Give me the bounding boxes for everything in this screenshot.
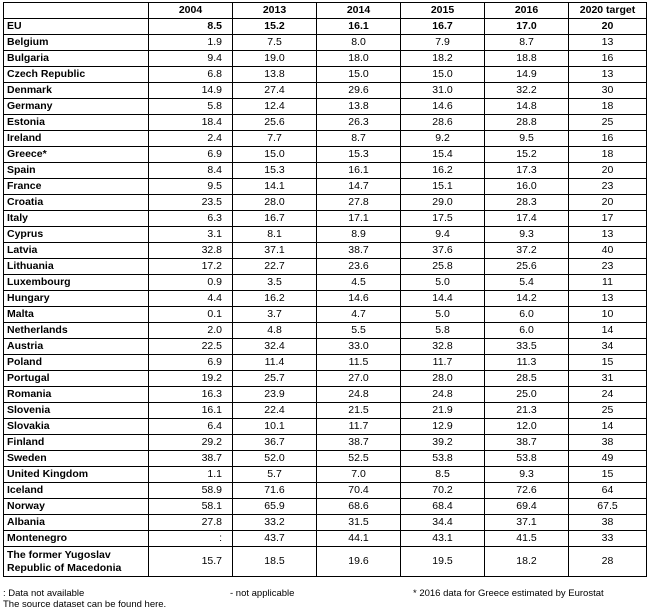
value-cell: 21.9 [401,403,485,419]
table-row [4,179,647,195]
value-cell: 15.3 [317,147,401,163]
table-row [4,291,647,307]
country-cell: Croatia [4,195,149,211]
value-cell: 13 [569,67,647,83]
value-cell: 5.4 [485,275,569,291]
value-cell: 23.9 [233,387,317,403]
value-cell: 9.5 [149,179,233,195]
value-cell: 8.7 [485,35,569,51]
value-cell: 14.9 [485,67,569,83]
table-row [4,403,647,419]
value-cell: 17.5 [401,211,485,227]
table-row [4,243,647,259]
value-cell: 18.2 [401,51,485,67]
value-cell: 16.2 [233,291,317,307]
value-cell: 5.7 [233,467,317,483]
value-cell: 5.0 [401,275,485,291]
country-cell: The former Yugoslav Republic of Macedonia [4,547,149,577]
value-cell: 37.1 [233,243,317,259]
value-cell: 20 [569,195,647,211]
value-cell: 32.8 [149,243,233,259]
value-cell: 65.9 [233,499,317,515]
value-cell: 14 [569,323,647,339]
value-cell: 53.8 [485,451,569,467]
country-cell: Netherlands [4,323,149,339]
table-row [4,531,647,547]
value-cell: 33.5 [485,339,569,355]
value-cell: 24.8 [317,387,401,403]
value-cell: 5.0 [401,307,485,323]
value-cell: 15.1 [401,179,485,195]
value-cell: 10.1 [233,419,317,435]
value-cell: 25.0 [485,387,569,403]
value-cell: 33.0 [317,339,401,355]
value-cell: 7.9 [401,35,485,51]
country-cell: Luxembourg [4,275,149,291]
table-row [4,51,647,67]
value-cell: 19.6 [317,547,401,577]
value-cell: 4.7 [317,307,401,323]
value-cell: 18 [569,147,647,163]
table-row [4,163,647,179]
value-cell: 3.5 [233,275,317,291]
value-cell: 38.7 [149,451,233,467]
value-cell: 3.1 [149,227,233,243]
value-cell: 16.1 [317,19,401,35]
value-cell: 53.8 [401,451,485,467]
value-cell: 16 [569,131,647,147]
country-cell: Iceland [4,483,149,499]
value-cell: 7.7 [233,131,317,147]
value-cell: 39.2 [401,435,485,451]
table-row [4,83,647,99]
value-cell: 15.3 [233,163,317,179]
table-row [4,483,647,499]
value-cell: 16.1 [149,403,233,419]
footnote-not-applicable: - not applicable [230,588,295,599]
value-cell: 22.7 [233,259,317,275]
table-row [4,435,647,451]
value-cell: 13 [569,35,647,51]
value-cell: 23 [569,179,647,195]
value-cell: 37.2 [485,243,569,259]
value-cell: 70.4 [317,483,401,499]
country-cell: Spain [4,163,149,179]
value-cell: 19.0 [233,51,317,67]
renewable-energy-table [3,2,647,577]
value-cell: 68.6 [317,499,401,515]
value-cell: 5.8 [401,323,485,339]
value-cell: 26.3 [317,115,401,131]
table-row [4,499,647,515]
value-cell: 15.2 [485,147,569,163]
header-5: 2016 [485,3,569,19]
value-cell: 14.6 [317,291,401,307]
country-cell: Greece* [4,147,149,163]
value-cell: 16.7 [401,19,485,35]
value-cell: 21.5 [317,403,401,419]
value-cell: 13.8 [233,67,317,83]
value-cell: 1.9 [149,35,233,51]
table-row [4,307,647,323]
country-cell: Latvia [4,243,149,259]
value-cell: 9.2 [401,131,485,147]
header-row [4,3,647,19]
value-cell: 8.1 [233,227,317,243]
value-cell: 21.3 [485,403,569,419]
value-cell: 27.4 [233,83,317,99]
value-cell: 9.3 [485,467,569,483]
value-cell: 9.3 [485,227,569,243]
value-cell: 8.7 [317,131,401,147]
value-cell: 16 [569,51,647,67]
table-row [4,323,647,339]
value-cell: 4.4 [149,291,233,307]
value-cell: 10 [569,307,647,323]
value-cell: 28.5 [485,371,569,387]
value-cell: 58.9 [149,483,233,499]
value-cell: 9.5 [485,131,569,147]
value-cell: 52.5 [317,451,401,467]
value-cell: 31 [569,371,647,387]
value-cell: 37.1 [485,515,569,531]
country-cell: Estonia [4,115,149,131]
value-cell: 13 [569,291,647,307]
value-cell: 68.4 [401,499,485,515]
value-cell: 16.1 [317,163,401,179]
value-cell: 33 [569,531,647,547]
country-cell: Slovakia [4,419,149,435]
value-cell: 14.7 [317,179,401,195]
country-cell: Cyprus [4,227,149,243]
value-cell: 12.0 [485,419,569,435]
value-cell: 30 [569,83,647,99]
country-cell: Lithuania [4,259,149,275]
value-cell: 49 [569,451,647,467]
country-cell: Finland [4,435,149,451]
value-cell: 25.6 [485,259,569,275]
footnote-not-available: : Data not available [3,588,85,599]
value-cell: 36.7 [233,435,317,451]
value-cell: 13 [569,227,647,243]
value-cell: 25.7 [233,371,317,387]
value-cell: 17.3 [485,163,569,179]
table-row [4,547,647,577]
value-cell: 20 [569,163,647,179]
value-cell: 58.1 [149,499,233,515]
header-3: 2014 [317,3,401,19]
value-cell: 11.7 [401,355,485,371]
value-cell: 27.8 [317,195,401,211]
value-cell: 31.5 [317,515,401,531]
value-cell: 18.5 [233,547,317,577]
value-cell: 8.0 [317,35,401,51]
value-cell: 23.5 [149,195,233,211]
value-cell: 34.4 [401,515,485,531]
value-cell: 32.4 [233,339,317,355]
value-cell: 64 [569,483,647,499]
value-cell: 6.0 [485,307,569,323]
value-cell: 28 [569,547,647,577]
value-cell: 20 [569,19,647,35]
value-cell: 28.6 [401,115,485,131]
value-cell: 25 [569,403,647,419]
value-cell: 28.3 [485,195,569,211]
table-body [4,19,647,577]
country-cell: France [4,179,149,195]
value-cell: 28.8 [485,115,569,131]
country-cell: Romania [4,387,149,403]
value-cell: 11.3 [485,355,569,371]
value-cell: 14 [569,419,647,435]
value-cell: 15.0 [233,147,317,163]
table-row [4,195,647,211]
table-row [4,67,647,83]
table-row [4,131,647,147]
value-cell: 11 [569,275,647,291]
table-row [4,211,647,227]
value-cell: 15.0 [401,67,485,83]
value-cell: 38 [569,515,647,531]
value-cell: 19.5 [401,547,485,577]
value-cell: 9.4 [401,227,485,243]
value-cell: 6.3 [149,211,233,227]
country-cell: United Kingdom [4,467,149,483]
country-cell: EU [4,19,149,35]
value-cell: 7.5 [233,35,317,51]
value-cell: 12.9 [401,419,485,435]
value-cell: 28.0 [233,195,317,211]
value-cell: 13.8 [317,99,401,115]
value-cell: 23.6 [317,259,401,275]
table-row [4,387,647,403]
table-row [4,259,647,275]
value-cell: 16.7 [233,211,317,227]
country-cell: Malta [4,307,149,323]
value-cell: 24.8 [401,387,485,403]
footnote-line [3,588,646,599]
value-cell: 15.0 [317,67,401,83]
table-row [4,99,647,115]
value-cell: 29.2 [149,435,233,451]
value-cell: 6.4 [149,419,233,435]
value-cell: 17.1 [317,211,401,227]
value-cell: : [149,531,233,547]
value-cell: 9.4 [149,51,233,67]
value-cell: 0.1 [149,307,233,323]
table-row [4,19,647,35]
table-row [4,275,647,291]
country-cell: Hungary [4,291,149,307]
value-cell: 69.4 [485,499,569,515]
value-cell: 14.6 [401,99,485,115]
country-cell: Ireland [4,131,149,147]
value-cell: 8.5 [401,467,485,483]
value-cell: 16.0 [485,179,569,195]
value-cell: 27.8 [149,515,233,531]
value-cell: 11.5 [317,355,401,371]
value-cell: 37.6 [401,243,485,259]
country-cell: Sweden [4,451,149,467]
value-cell: 14.8 [485,99,569,115]
country-cell: Italy [4,211,149,227]
value-cell: 15.4 [401,147,485,163]
table-row [4,35,647,51]
value-cell: 19.2 [149,371,233,387]
value-cell: 70.2 [401,483,485,499]
country-cell: Albania [4,515,149,531]
table-row [4,515,647,531]
value-cell: 17.0 [485,19,569,35]
value-cell: 67.5 [569,499,647,515]
value-cell: 40 [569,243,647,259]
value-cell: 24 [569,387,647,403]
value-cell: 8.5 [149,19,233,35]
value-cell: 6.8 [149,67,233,83]
footnote-greece: * 2016 data for Greece estimated by Eurostat [413,588,604,599]
table-row [4,467,647,483]
value-cell: 29.0 [401,195,485,211]
value-cell: 32.2 [485,83,569,99]
country-cell: Montenegro [4,531,149,547]
value-cell: 71.6 [233,483,317,499]
value-cell: 41.5 [485,531,569,547]
country-cell: Bulgaria [4,51,149,67]
value-cell: 27.0 [317,371,401,387]
value-cell: 52.0 [233,451,317,467]
value-cell: 6.9 [149,147,233,163]
value-cell: 18.2 [485,547,569,577]
source-note: The source dataset can be found here. [3,599,167,610]
country-cell: Poland [4,355,149,371]
value-cell: 1.1 [149,467,233,483]
value-cell: 4.8 [233,323,317,339]
value-cell: 18.8 [485,51,569,67]
value-cell: 12.4 [233,99,317,115]
value-cell: 16.3 [149,387,233,403]
header-6: 2020 target [569,3,647,19]
table-row [4,355,647,371]
country-cell: Slovenia [4,403,149,419]
value-cell: 22.4 [233,403,317,419]
value-cell: 2.4 [149,131,233,147]
value-cell: 15.2 [233,19,317,35]
value-cell: 43.1 [401,531,485,547]
value-cell: 5.8 [149,99,233,115]
value-cell: 28.0 [401,371,485,387]
value-cell: 38 [569,435,647,451]
value-cell: 11.7 [317,419,401,435]
value-cell: 32.8 [401,339,485,355]
value-cell: 7.0 [317,467,401,483]
value-cell: 25.6 [233,115,317,131]
country-cell: Czech Republic [4,67,149,83]
header-country [4,3,149,19]
value-cell: 18.4 [149,115,233,131]
value-cell: 72.6 [485,483,569,499]
value-cell: 14.1 [233,179,317,195]
table-row [4,419,647,435]
value-cell: 8.9 [317,227,401,243]
value-cell: 25 [569,115,647,131]
value-cell: 38.7 [485,435,569,451]
value-cell: 15 [569,467,647,483]
value-cell: 17.2 [149,259,233,275]
table-row [4,147,647,163]
value-cell: 0.9 [149,275,233,291]
table-row [4,451,647,467]
value-cell: 18 [569,99,647,115]
value-cell: 16.2 [401,163,485,179]
value-cell: 14.2 [485,291,569,307]
value-cell: 4.5 [317,275,401,291]
value-cell: 15 [569,355,647,371]
value-cell: 31.0 [401,83,485,99]
value-cell: 38.7 [317,243,401,259]
value-cell: 23 [569,259,647,275]
value-cell: 6.9 [149,355,233,371]
value-cell: 2.0 [149,323,233,339]
header-4: 2015 [401,3,485,19]
country-cell: Norway [4,499,149,515]
value-cell: 14.9 [149,83,233,99]
country-cell: Austria [4,339,149,355]
value-cell: 25.8 [401,259,485,275]
table-row [4,115,647,131]
value-cell: 17.4 [485,211,569,227]
table-row [4,371,647,387]
country-cell: Belgium [4,35,149,51]
value-cell: 6.0 [485,323,569,339]
value-cell: 44.1 [317,531,401,547]
table-row [4,227,647,243]
value-cell: 18.0 [317,51,401,67]
value-cell: 11.4 [233,355,317,371]
value-cell: 29.6 [317,83,401,99]
header-2: 2013 [233,3,317,19]
value-cell: 14.4 [401,291,485,307]
value-cell: 5.5 [317,323,401,339]
value-cell: 8.4 [149,163,233,179]
value-cell: 17 [569,211,647,227]
header-1: 2004 [149,3,233,19]
value-cell: 43.7 [233,531,317,547]
value-cell: 15.7 [149,547,233,577]
country-cell: Denmark [4,83,149,99]
country-cell: Portugal [4,371,149,387]
value-cell: 33.2 [233,515,317,531]
value-cell: 22.5 [149,339,233,355]
value-cell: 38.7 [317,435,401,451]
value-cell: 34 [569,339,647,355]
value-cell: 3.7 [233,307,317,323]
table-row [4,339,647,355]
country-cell: Germany [4,99,149,115]
